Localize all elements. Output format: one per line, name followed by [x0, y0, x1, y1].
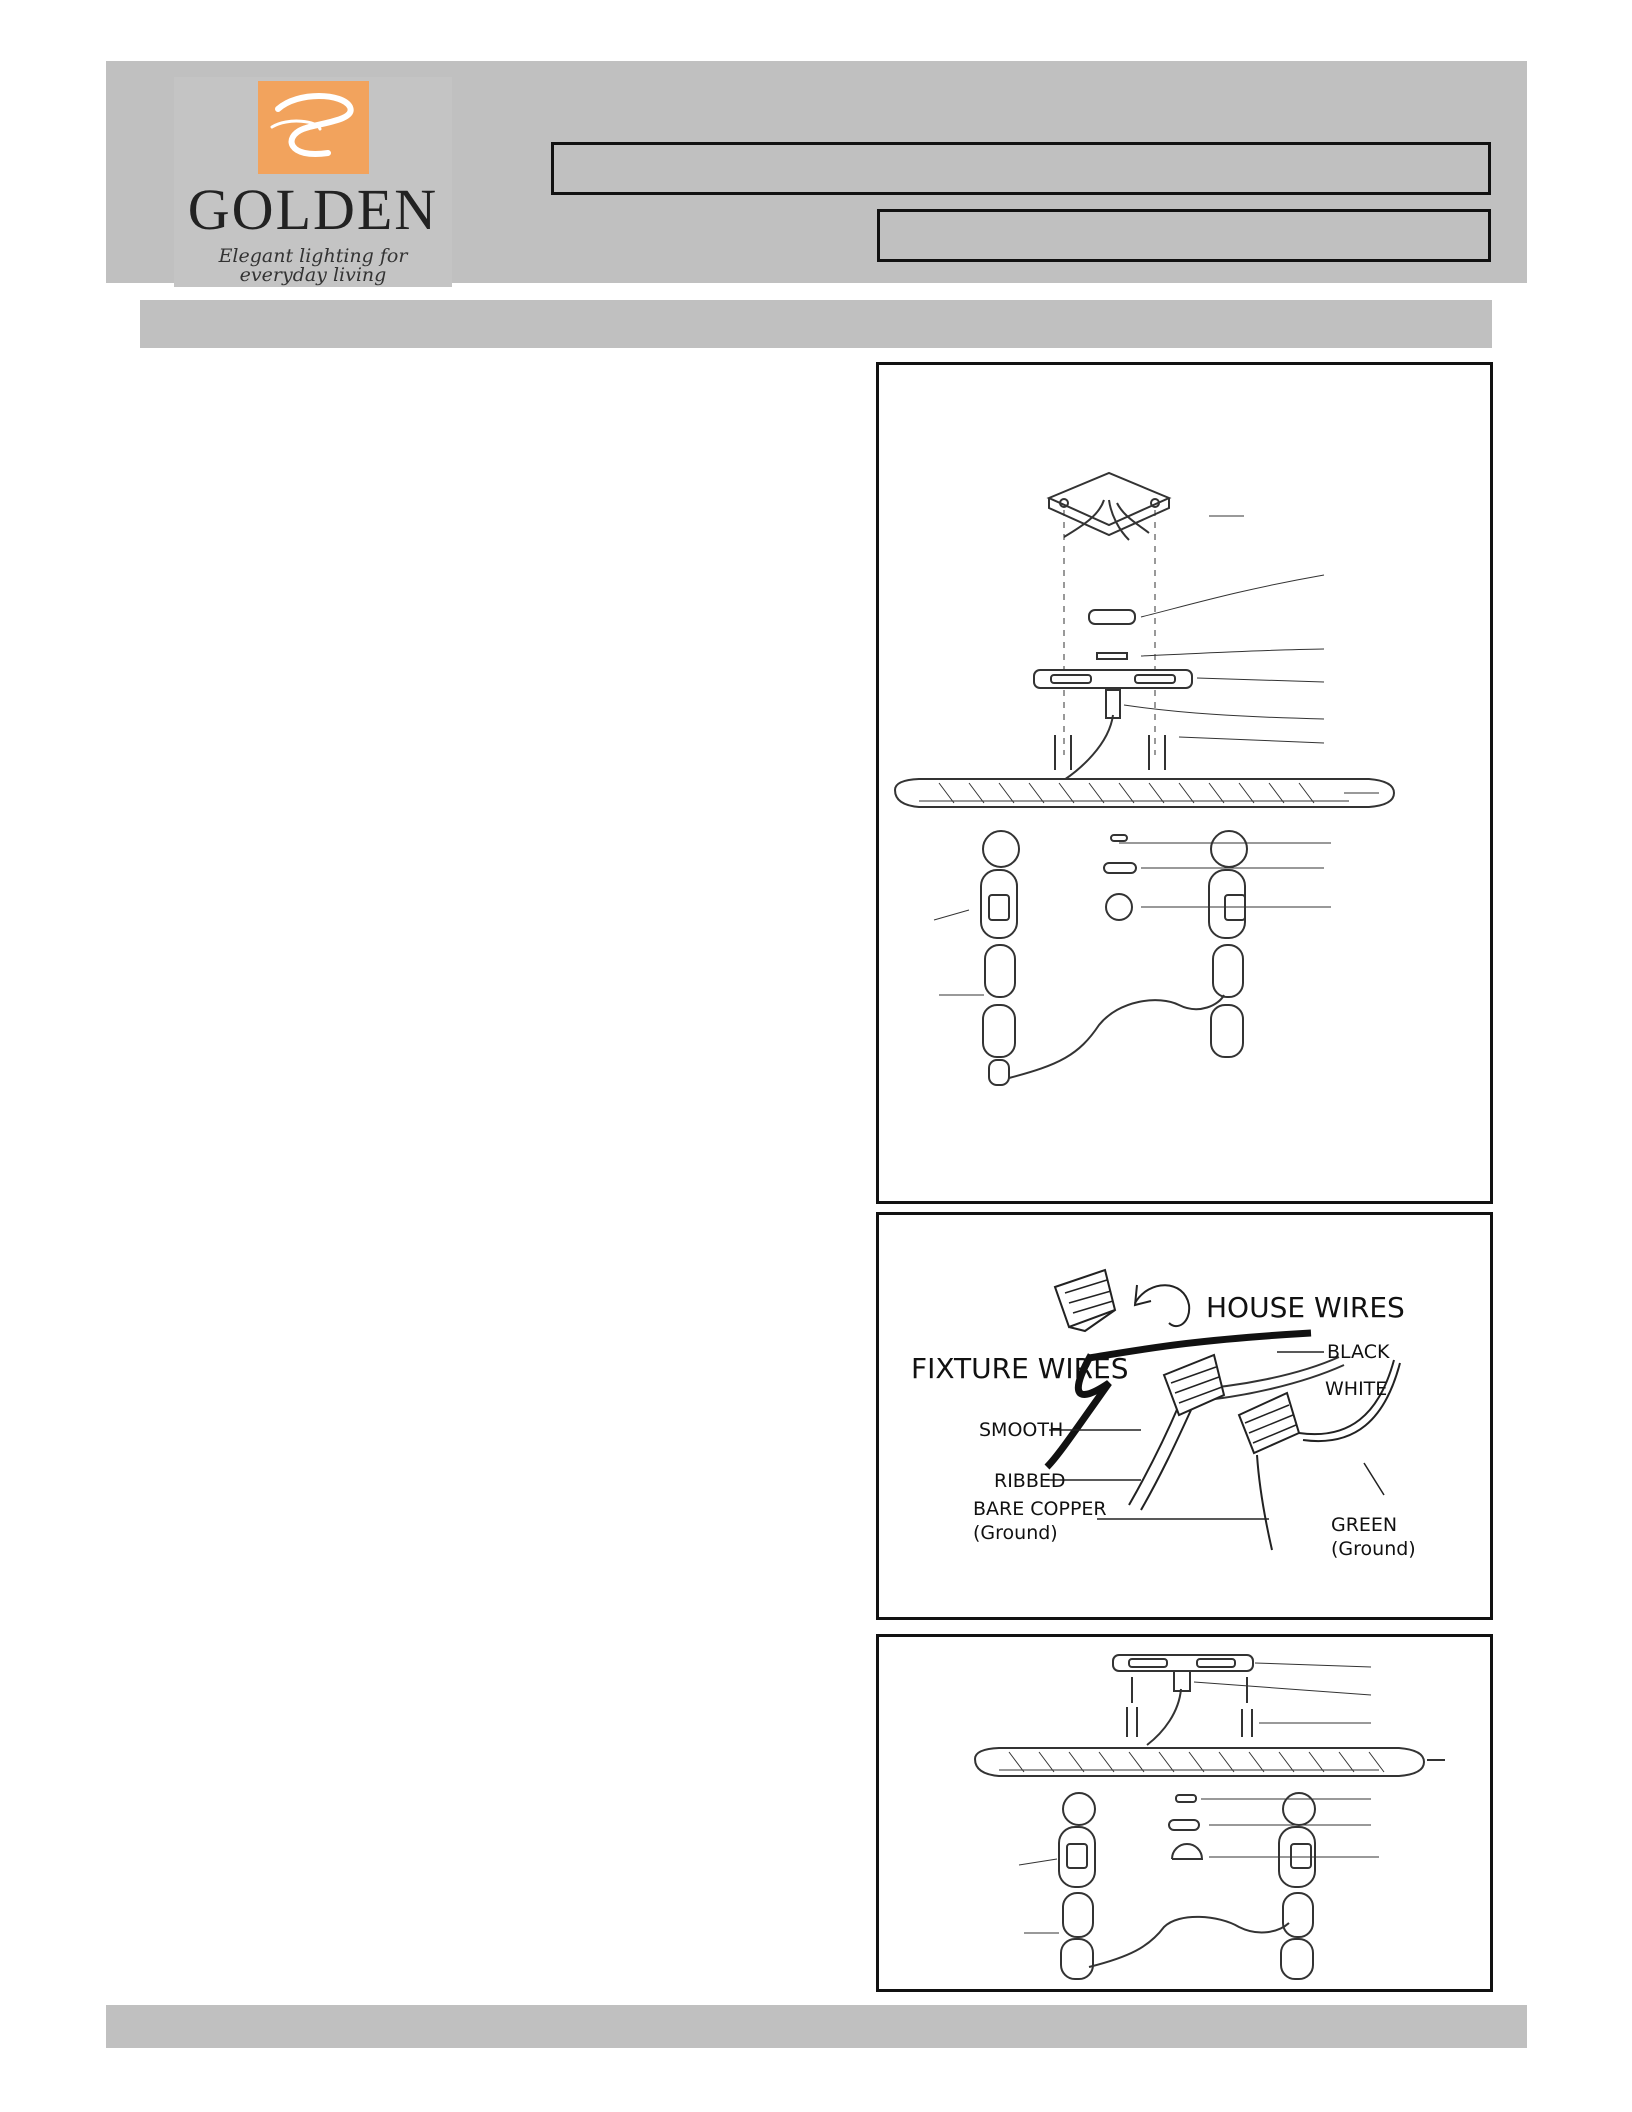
green-wire-note: (Ground) — [1331, 1538, 1416, 1560]
black-wire-label: BLACK — [1327, 1341, 1390, 1363]
title-box — [551, 142, 1491, 195]
bare-copper-label: BARE COPPER — [973, 1498, 1107, 1520]
smooth-wire-label: SMOOTH — [979, 1419, 1064, 1441]
assembly-diagram-panel — [876, 1634, 1493, 1992]
fixture-wires-label: FIXTURE WIRES — [911, 1352, 1129, 1385]
logo-name: GOLDEN — [187, 177, 439, 242]
wiring-diagram-panel — [876, 1212, 1493, 1620]
mounting-diagram-panel — [876, 362, 1493, 1204]
ribbed-wire-label: RIBBED — [994, 1470, 1066, 1492]
mounting-diagram-illustration — [879, 365, 1490, 1201]
footer-band — [106, 2005, 1527, 2048]
house-wires-label: HOUSE WIRES — [1206, 1291, 1405, 1324]
subtitle-box — [877, 209, 1491, 262]
brand-logo — [174, 77, 452, 287]
assembly-diagram-illustration — [879, 1637, 1490, 1989]
logo-mark-icon — [258, 81, 369, 174]
logo-tagline: Elegant lighting for everyday living — [218, 245, 408, 286]
bare-copper-note: (Ground) — [973, 1522, 1058, 1544]
wiring-diagram-illustration — [879, 1215, 1490, 1617]
section-band — [140, 300, 1492, 348]
green-wire-label: GREEN — [1331, 1514, 1398, 1536]
white-wire-label: WHITE — [1325, 1378, 1388, 1400]
